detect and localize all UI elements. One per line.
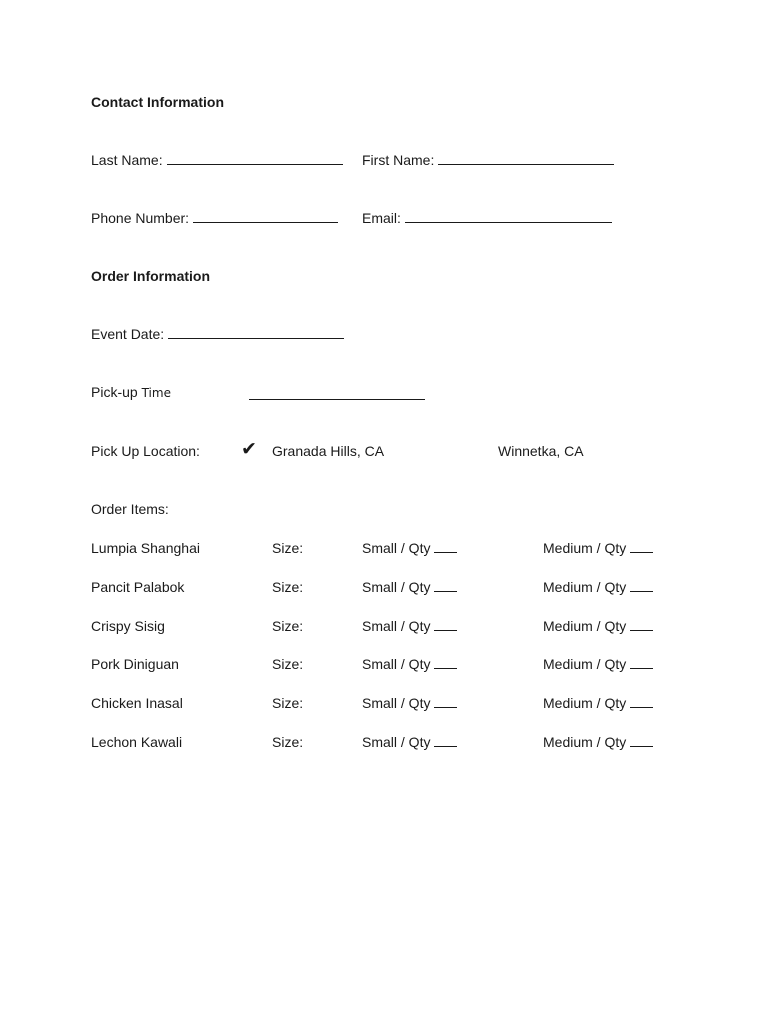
pickup-time-label bbox=[91, 384, 171, 400]
item-medium-qty[interactable] bbox=[543, 618, 653, 634]
item-small-qty[interactable] bbox=[362, 540, 457, 556]
event-date-field[interactable] bbox=[91, 326, 344, 342]
item-size-label: Size: bbox=[272, 579, 304, 595]
item-name: Lechon Kawali bbox=[91, 734, 183, 750]
order-items-label: Order Items: bbox=[91, 501, 169, 517]
phone-field[interactable] bbox=[91, 210, 338, 226]
item-small-qty[interactable] bbox=[362, 579, 457, 595]
item-medium-qty[interactable] bbox=[543, 579, 653, 595]
small-qty-label: Small / Qty bbox=[362, 695, 431, 711]
item-size-label: Size: bbox=[272, 695, 304, 711]
item-name: Chicken Inasal bbox=[91, 695, 183, 711]
item-size-label: Size: bbox=[272, 540, 304, 556]
item-small-qty[interactable] bbox=[362, 734, 457, 750]
medium-qty-blank[interactable] bbox=[630, 695, 653, 708]
small-qty-label: Small / Qty bbox=[362, 618, 431, 634]
last-name-label: Last Name: bbox=[91, 152, 163, 168]
medium-qty-blank[interactable] bbox=[630, 618, 653, 631]
small-qty-blank[interactable] bbox=[434, 656, 457, 669]
location-label: Pick Up Location: bbox=[91, 443, 200, 459]
small-qty-blank[interactable] bbox=[434, 579, 457, 592]
item-name: Pancit Palabok bbox=[91, 579, 185, 595]
phone-blank[interactable] bbox=[193, 210, 338, 223]
medium-qty-label: Medium / Qty bbox=[543, 579, 627, 595]
email-blank[interactable] bbox=[405, 210, 612, 223]
location-winnetka[interactable]: Winnetka, CA bbox=[498, 443, 584, 459]
small-qty-blank[interactable] bbox=[434, 734, 457, 747]
medium-qty-blank[interactable] bbox=[630, 734, 653, 747]
email-label: Email: bbox=[362, 210, 401, 226]
item-size-label: Size: bbox=[272, 618, 304, 634]
medium-qty-label: Medium / Qty bbox=[543, 656, 627, 672]
medium-qty-blank[interactable] bbox=[630, 540, 653, 553]
item-small-qty[interactable] bbox=[362, 695, 457, 711]
pickup-time-word: Time bbox=[141, 386, 171, 400]
small-qty-label: Small / Qty bbox=[362, 540, 431, 556]
pickup-time-blank[interactable] bbox=[249, 384, 425, 400]
medium-qty-label: Medium / Qty bbox=[543, 540, 627, 556]
contact-heading: Contact Information bbox=[91, 94, 224, 110]
event-date-label: Event Date: bbox=[91, 326, 165, 342]
small-qty-blank[interactable] bbox=[434, 540, 457, 553]
item-name: Pork Diniguan bbox=[91, 656, 179, 672]
item-size-label: Size: bbox=[272, 656, 304, 672]
medium-qty-blank[interactable] bbox=[630, 656, 653, 669]
item-small-qty[interactable] bbox=[362, 618, 457, 634]
first-name-blank[interactable] bbox=[438, 152, 614, 165]
item-medium-qty[interactable] bbox=[543, 540, 653, 556]
item-medium-qty[interactable] bbox=[543, 734, 653, 750]
last-name-blank[interactable] bbox=[167, 152, 343, 165]
item-name: Crispy Sisig bbox=[91, 618, 165, 634]
order-heading: Order Information bbox=[91, 268, 211, 284]
small-qty-label: Small / Qty bbox=[362, 734, 431, 750]
last-name-field[interactable] bbox=[91, 152, 343, 168]
small-qty-blank[interactable] bbox=[434, 618, 457, 631]
medium-qty-label: Medium / Qty bbox=[543, 695, 627, 711]
location-granada-hills[interactable]: Granada Hills, CA bbox=[272, 443, 385, 459]
small-qty-label: Small / Qty bbox=[362, 579, 431, 595]
medium-qty-blank[interactable] bbox=[630, 579, 653, 592]
small-qty-label: Small / Qty bbox=[362, 656, 431, 672]
check-icon[interactable]: ✔ bbox=[241, 438, 257, 460]
first-name-label: First Name: bbox=[362, 152, 435, 168]
item-medium-qty[interactable] bbox=[543, 656, 653, 672]
medium-qty-label: Medium / Qty bbox=[543, 734, 627, 750]
pickup-label: Pick-up bbox=[91, 384, 138, 400]
small-qty-blank[interactable] bbox=[434, 695, 457, 708]
item-medium-qty[interactable] bbox=[543, 695, 653, 711]
item-small-qty[interactable] bbox=[362, 656, 457, 672]
first-name-field[interactable] bbox=[362, 152, 614, 168]
email-field[interactable] bbox=[362, 210, 612, 226]
event-date-blank[interactable] bbox=[168, 326, 344, 339]
item-name: Lumpia Shanghai bbox=[91, 540, 200, 556]
item-size-label: Size: bbox=[272, 734, 304, 750]
medium-qty-label: Medium / Qty bbox=[543, 618, 627, 634]
phone-label: Phone Number: bbox=[91, 210, 190, 226]
